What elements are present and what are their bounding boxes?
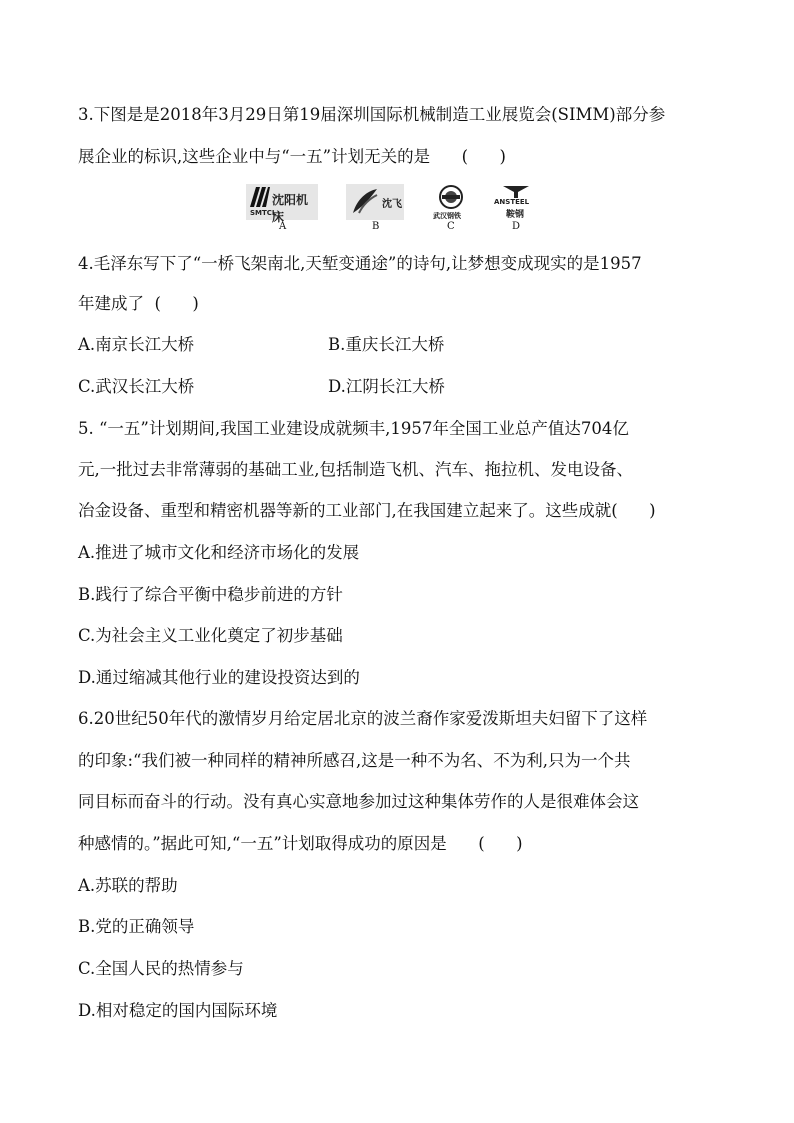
logo-a-caption: A [279,221,287,232]
logo-c-caption: C [447,221,455,232]
logo-d-ansteel [494,184,538,220]
q5-option-a: A.推进了城市文化和经济市场化的发展 [78,543,360,562]
logo-d-caption: D [512,221,521,232]
shenfei-swoosh-icon [349,187,379,217]
logo-b-text: 沈飞 [382,199,402,210]
smtcl-emblem-icon [250,187,270,207]
q6-option-c: C.全国人民的热情参与 [78,959,244,978]
q4-option-d: D.江阴长江大桥 [328,377,445,396]
q5-option-b: B.践行了综合平衡中稳步前进的方针 [78,585,343,604]
q6-stem-line2: 的印象:“我们被一种同样的精神所感召,这是一种不为名、不为利,只为一个共 [78,751,631,770]
logo-b-caption: B [372,221,380,232]
logo-a-sub: SMTCL [250,209,277,217]
q4-stem-line1: 4.毛泽东写下了“一桥飞架南北,天堑变通途”的诗句,让梦想变成现实的是1957 [78,254,642,273]
ansteel-emblem-icon [503,184,529,198]
q4-stem-line2: 年建成了 ( ) [78,294,199,313]
logo-d-text: 鞍钢 [506,210,525,220]
q6-stem-line1: 6.20世纪50年代的激情岁月给定居北京的波兰裔作家爱泼斯坦夫妇留下了这样 [78,709,648,728]
q5-option-d: D.通过缩减其他行业的建设投资达到的 [78,668,360,687]
q5-stem-line3: 冶金设备、重型和精密机器等新的工业部门,在我国建立起来了。这些成就( ) [78,501,656,520]
q3-stem-line1: 3.下图是是2018年3月29日第19届深圳国际机械制造工业展览会(SIMM)部分参 [78,105,666,124]
logo-a-text: 沈阳机床 [272,193,309,224]
q6-stem-line4: 种感情的。”据此可知,“一五”计划取得成功的原因是 ( ) [78,834,523,853]
logo-c-text: 武汉钢铁 [433,212,461,220]
wisco-emblem-icon [438,184,464,210]
q6-option-d: D.相对稳定的国内国际环境 [78,1001,278,1020]
q6-stem-line3: 同目标而奋斗的行动。没有真心实意地参加过这种集体劳作的人是很难体会这 [78,792,639,811]
q5-stem-line1: 5. “一五”计划期间,我国工业建设成就频丰,1957年全国工业总产值达704亿 [78,419,629,438]
q3-logo-strip [246,184,536,232]
logo-a-smtcl [246,184,318,224]
q6-option-b: B.党的正确领导 [78,917,195,936]
logo-c-wisco [431,184,471,220]
q4-option-a: A.南京长江大桥 [78,335,195,354]
logo-b-shenfei [346,184,404,220]
logo-d-sub: ANSTEEL [494,198,530,206]
q4-option-b: B.重庆长江大桥 [328,335,445,354]
q6-option-a: A.苏联的帮助 [78,876,178,895]
q5-stem-line2: 元,一批过去非常薄弱的基础工业,包括制造飞机、汽车、拖拉机、发电设备、 [78,460,633,479]
q5-option-c: C.为社会主义工业化奠定了初步基础 [78,626,343,645]
q4-option-c: C.武汉长江大桥 [78,377,195,396]
q3-stem-line2: 展企业的标识,这些企业中与“一五”计划无关的是 ( ) [78,147,506,166]
